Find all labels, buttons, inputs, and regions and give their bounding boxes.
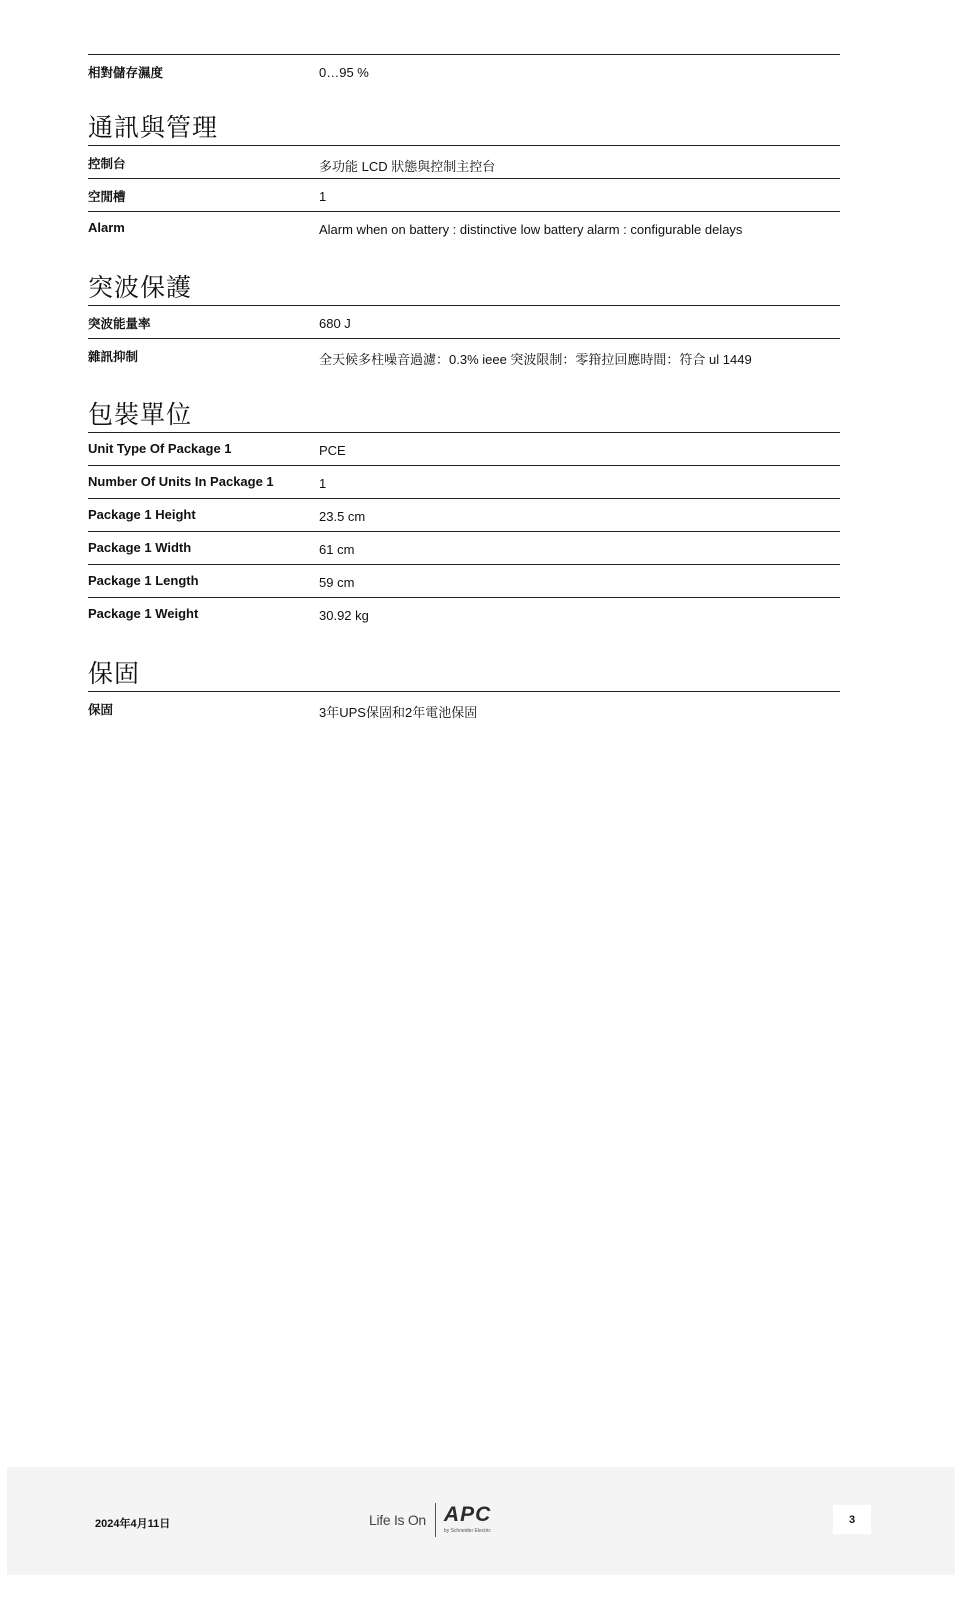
section-warranty — [88, 657, 840, 724]
section-title: 突波保護 — [88, 274, 193, 302]
page-number: 3 — [833, 1505, 871, 1534]
spec-value: 680 J — [319, 316, 351, 331]
spec-label: 雜訊抑制 — [88, 350, 139, 364]
spec-value: 59 cm — [319, 575, 355, 590]
spec-value: 3年UPS保固和2年電池保固 — [319, 705, 478, 720]
spec-value: 30.92 kg — [319, 608, 369, 623]
spec-row — [88, 178, 840, 211]
section-title: 通訊與管理 — [88, 114, 219, 142]
spec-value: 全天候多柱噪音過濾：0.3% ieee 突波限制：零箝拉回應時間：符合 ul 1449 — [319, 352, 752, 367]
footer-date: 2024年4月11日 — [95, 1518, 171, 1530]
spec-row — [88, 305, 840, 338]
section-title: 保固 — [88, 660, 141, 688]
spec-row — [88, 564, 840, 597]
apc-subtitle: by Schneider Electric — [443, 1528, 491, 1534]
spec-content — [88, 54, 840, 724]
spec-row — [88, 432, 840, 465]
section-communication — [88, 111, 840, 244]
spec-label: 空閒槽 — [88, 190, 126, 204]
spec-row — [88, 465, 840, 498]
section-packaging — [88, 398, 840, 630]
spec-row — [88, 54, 840, 87]
spec-row — [88, 691, 840, 724]
spec-row — [88, 597, 840, 630]
spec-value: 1 — [319, 476, 327, 491]
spec-row — [88, 531, 840, 564]
spec-label: 突波能量率 — [88, 317, 151, 331]
apc-wordmark: APC — [443, 1503, 492, 1526]
section-title: 包裝單位 — [88, 401, 193, 429]
apc-logo — [444, 1505, 491, 1535]
spec-label: Package 1 Height — [88, 507, 196, 522]
spec-value: PCE — [319, 443, 346, 458]
spec-label: 保固 — [88, 703, 114, 717]
spec-row — [88, 338, 840, 371]
spec-label: Unit Type Of Package 1 — [88, 441, 232, 456]
spec-value: 多功能 LCD 狀態與控制主控台 — [319, 159, 496, 174]
spec-value: 0…95 % — [319, 65, 369, 80]
spec-label: 控制台 — [88, 157, 126, 171]
section-surge-protection — [88, 271, 840, 371]
section-storage-humidity — [88, 54, 840, 87]
spec-label: Package 1 Width — [88, 540, 192, 555]
brand-divider — [435, 1503, 436, 1537]
spec-value: 23.5 cm — [319, 509, 366, 524]
life-is-on-tagline: Life Is On — [369, 1512, 426, 1528]
spec-row — [88, 498, 840, 531]
spec-value: Alarm when on battery : distinctive low battery alarm : configurable delays — [319, 222, 743, 237]
spec-label: Number Of Units In Package 1 — [88, 474, 274, 489]
brand-logo — [369, 1503, 491, 1537]
spec-label: Package 1 Weight — [88, 606, 199, 621]
spec-label: Package 1 Length — [88, 573, 199, 588]
page-footer — [7, 1467, 955, 1575]
spec-label: Alarm — [88, 220, 125, 235]
spec-value: 1 — [319, 189, 327, 204]
spec-value: 61 cm — [319, 542, 355, 557]
spec-row — [88, 145, 840, 178]
spec-row — [88, 211, 840, 244]
spec-label: 相對儲存濕度 — [88, 66, 164, 80]
